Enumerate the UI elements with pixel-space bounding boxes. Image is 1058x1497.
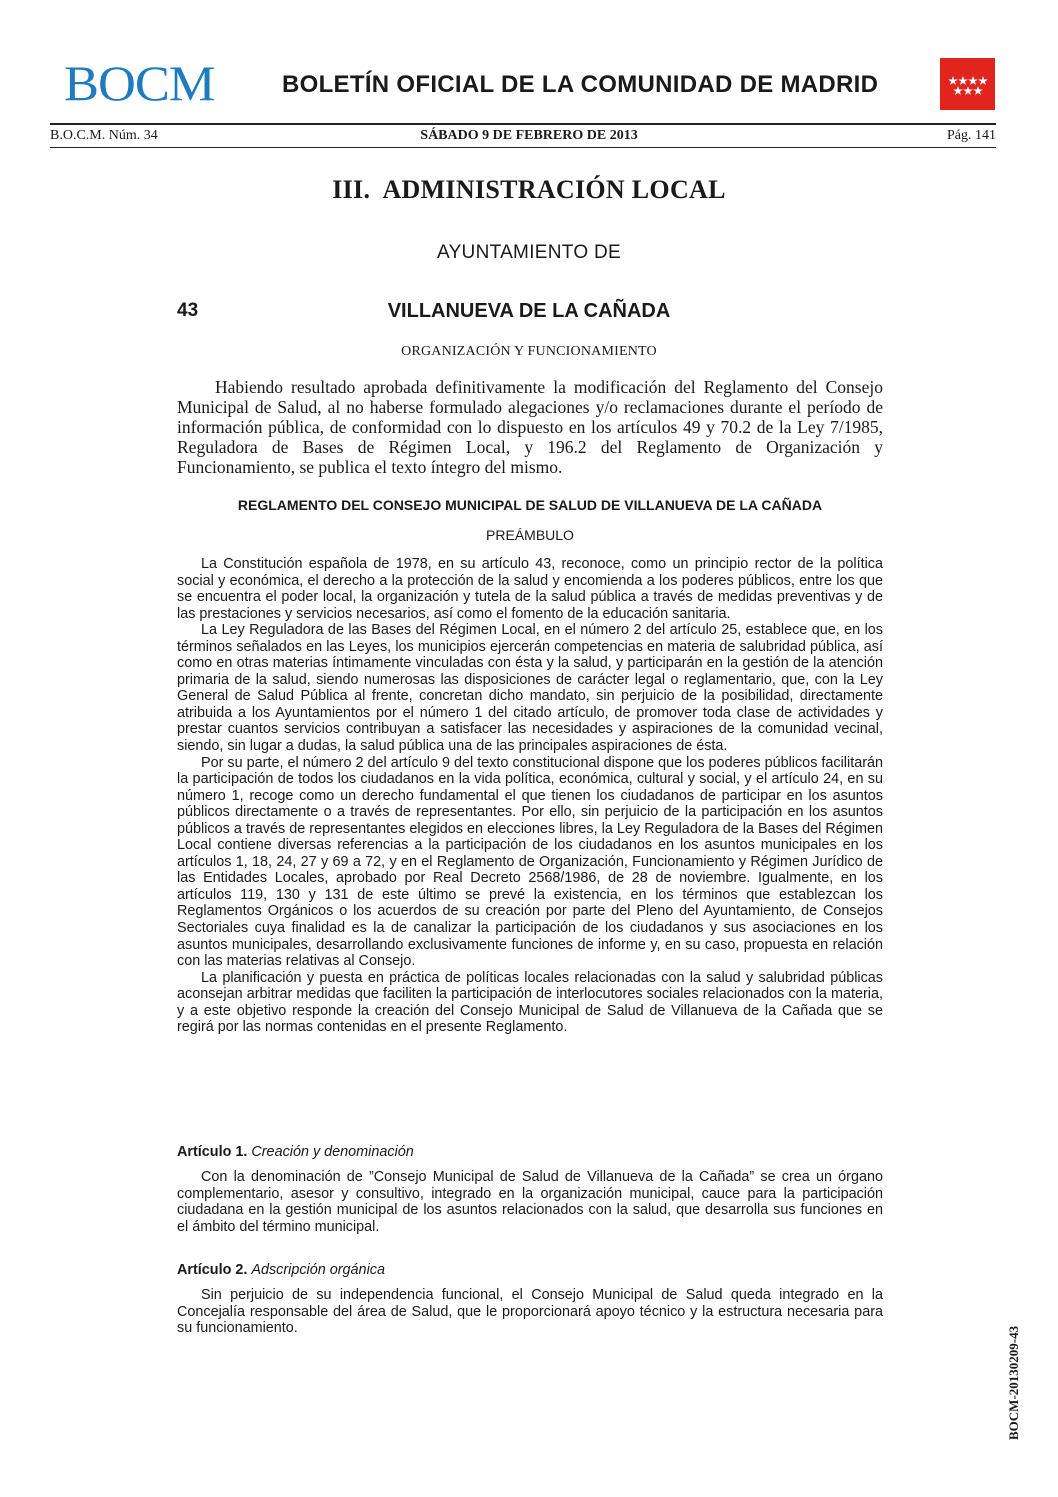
bocm-logo: BOCM: [64, 55, 215, 111]
intro-paragraph: Habiendo resultado aprobada definitivamente la modificación del Reglamento del Consejo Municipal de Salud, al no haberse formulado alegaciones y/o reclamaciones durante el período de información pública, de conformidad con lo dispuesto en los artículos 49 y 70.2 de la Ley 7/1985, Reguladora de Bases de Régimen Local, y 196.2 del Reglamento de Organización y Funcionamiento, se publica el texto íntegro del mismo.: [177, 377, 883, 477]
preamble-paragraph: La planificación y puesta en práctica de políticas locales relacionadas con la salud y salubridad públicas aconsejan arbitrar medidas que faciliten la participación de interlocutores sociales relacionados con la materia, y a este objetivo responde la creación del Consejo Municipal de Salud de Villanueva de la Cañada que se regirá por las normas contenidas en el presente Reglamento.: [177, 969, 883, 1036]
ayuntamiento-label: AYUNTAMIENTO DE: [437, 242, 621, 263]
article-heading: [177, 1144, 883, 1160]
issue-number: B.O.C.M. Núm. 34: [50, 128, 158, 143]
article-number: Artículo 1.: [177, 1144, 248, 1160]
article-name: Creación y denominación: [251, 1144, 414, 1160]
side-document-code: [1006, 1240, 1032, 1440]
article-1: [177, 1144, 883, 1235]
header-rule-bottom: [50, 147, 996, 148]
preamble-title-block: [177, 527, 883, 543]
madrid-flag-icon: [940, 58, 995, 110]
masthead-title: BOLETÍN OFICIAL DE LA COMUNIDAD DE MADRID: [282, 71, 879, 98]
article-number: Artículo 2.: [177, 1262, 248, 1278]
article-name: Adscripción orgánica: [251, 1262, 385, 1278]
preamble-paragraph: La Ley Reguladora de las Bases del Régimen Local, en el número 2 del artículo 25, establece que, en los términos señalados en las Leyes, los municipios ejercerán competencias en materia de salubridad pública, así como en otras materias íntimamente vinculadas con ésta y la salud, y participarán en la gestión de la atención primaria de la salud, siendo numerosas las disposiciones de carácter legal o reglamentario, que, con la Ley General de Salud Pública al frente, concretan dicho mandato, sin perjuicio de la posibilidad, directamente atribuida a los Ayuntamientos por el número 1 del citado artículo, de promover toda clase de actividades y prestar cuantos servicios contribuyan a satisfacer las necesidades y aspiraciones de la comunidad vecinal, siendo, sin lugar a dudas, la salud pública una de las principales aspiraciones de ésta.: [177, 622, 883, 755]
section-title: III. ADMINISTRACIÓN LOCAL: [332, 175, 726, 204]
intro-block: [177, 377, 883, 477]
page-number: Pág. 141: [947, 128, 996, 143]
preamble-body: [177, 556, 883, 1036]
issue-date: SÁBADO 9 DE FEBRERO DE 2013: [420, 128, 638, 143]
entry-number: 43: [177, 300, 199, 321]
preamble-paragraph: La Constitución española de 1978, en su artículo 43, reconoce, como un principio rector de la política social y económica, el derecho a la protección de la salud y encomienda a los poderes públicos, entre los que se encuentra el poder local, la organización y tutela de la salud pública a través de medidas preventivas y de las prestaciones y servicios necesarios, así como el fomento de la educación sanitaria.: [177, 556, 883, 622]
regulation-title-block: [177, 497, 883, 513]
preamble-paragraph: Por su parte, el número 2 del artículo 9 del texto constitucional dispone que los poderes públicos facilitarán la participación de todos los ciudadanos en la vida política, económica, cultural y social, y el artículo 24, en su número 1, recoge como un derecho fundamental el que tienen los ciudadanos de participar en los asuntos públicos directamente o a través de representantes. Por ello, sin perjuicio de la participación en los asuntos públicos a través de representantes elegidos en elecciones libres, la Ley Reguladora de la Bases del Régimen Local contiene diversas referencias a la participación de los ciudadanos en los asuntos municipales en los artículos 1, 18, 24, 27 y 69 a 72, y en el Reglamento de Organización, Funcionamiento y Régimen Jurídico de las Entidades Locales, aprobado por Real Decreto 2568/1986, de 28 de noviembre. Igualmente, en los artículos 119, 130 y 131 de este último se prevé la existencia, en los términos que establezcan los Reglamentos Orgánicos o los acuerdos de su creación por parte del Pleno del Ayuntamiento, de Consejos Sectoriales cuya finalidad es la de canalizar la participación de los ciudadanos y sus asociaciones en los asuntos municipales, desarrollando exclusivamente funciones de informe y, en su caso, propuesta en relación con las materias relativas al Consejo.: [177, 754, 883, 970]
article-2: [177, 1262, 883, 1337]
article-text: Sin perjuicio de su independencia funcional, el Consejo Municipal de Salud queda integrado en la Concejalía responsable del área de Salud, que le proporcionará apoyo técnico y la estructura necesaria para su funcionamiento.: [177, 1287, 883, 1337]
preamble-title: PREÁMBULO: [486, 527, 574, 543]
subject-heading: ORGANIZACIÓN Y FUNCIONAMIENTO: [401, 344, 657, 359]
side-code-text: BOCM-20130209-43: [1006, 1325, 1021, 1440]
article-heading: [177, 1262, 883, 1278]
regulation-title: REGLAMENTO DEL CONSEJO MUNICIPAL DE SALUD DE VILLANUEVA DE LA CAÑADA: [237, 497, 823, 513]
header-rule: [50, 123, 996, 125]
article-text: Con la denominación de ”Consejo Municipal de Salud de Villanueva de la Cañada” se crea un órgano complementario, asesor y consultivo, integrado en la organización municipal, cauce para la participación ciudadana en la gestión municipal de los asuntos relacionados con la salud, que desarrolla sus funciones en el ámbito del término municipal.: [177, 1169, 883, 1235]
municipality-name: VILLANUEVA DE LA CAÑADA: [387, 300, 671, 322]
